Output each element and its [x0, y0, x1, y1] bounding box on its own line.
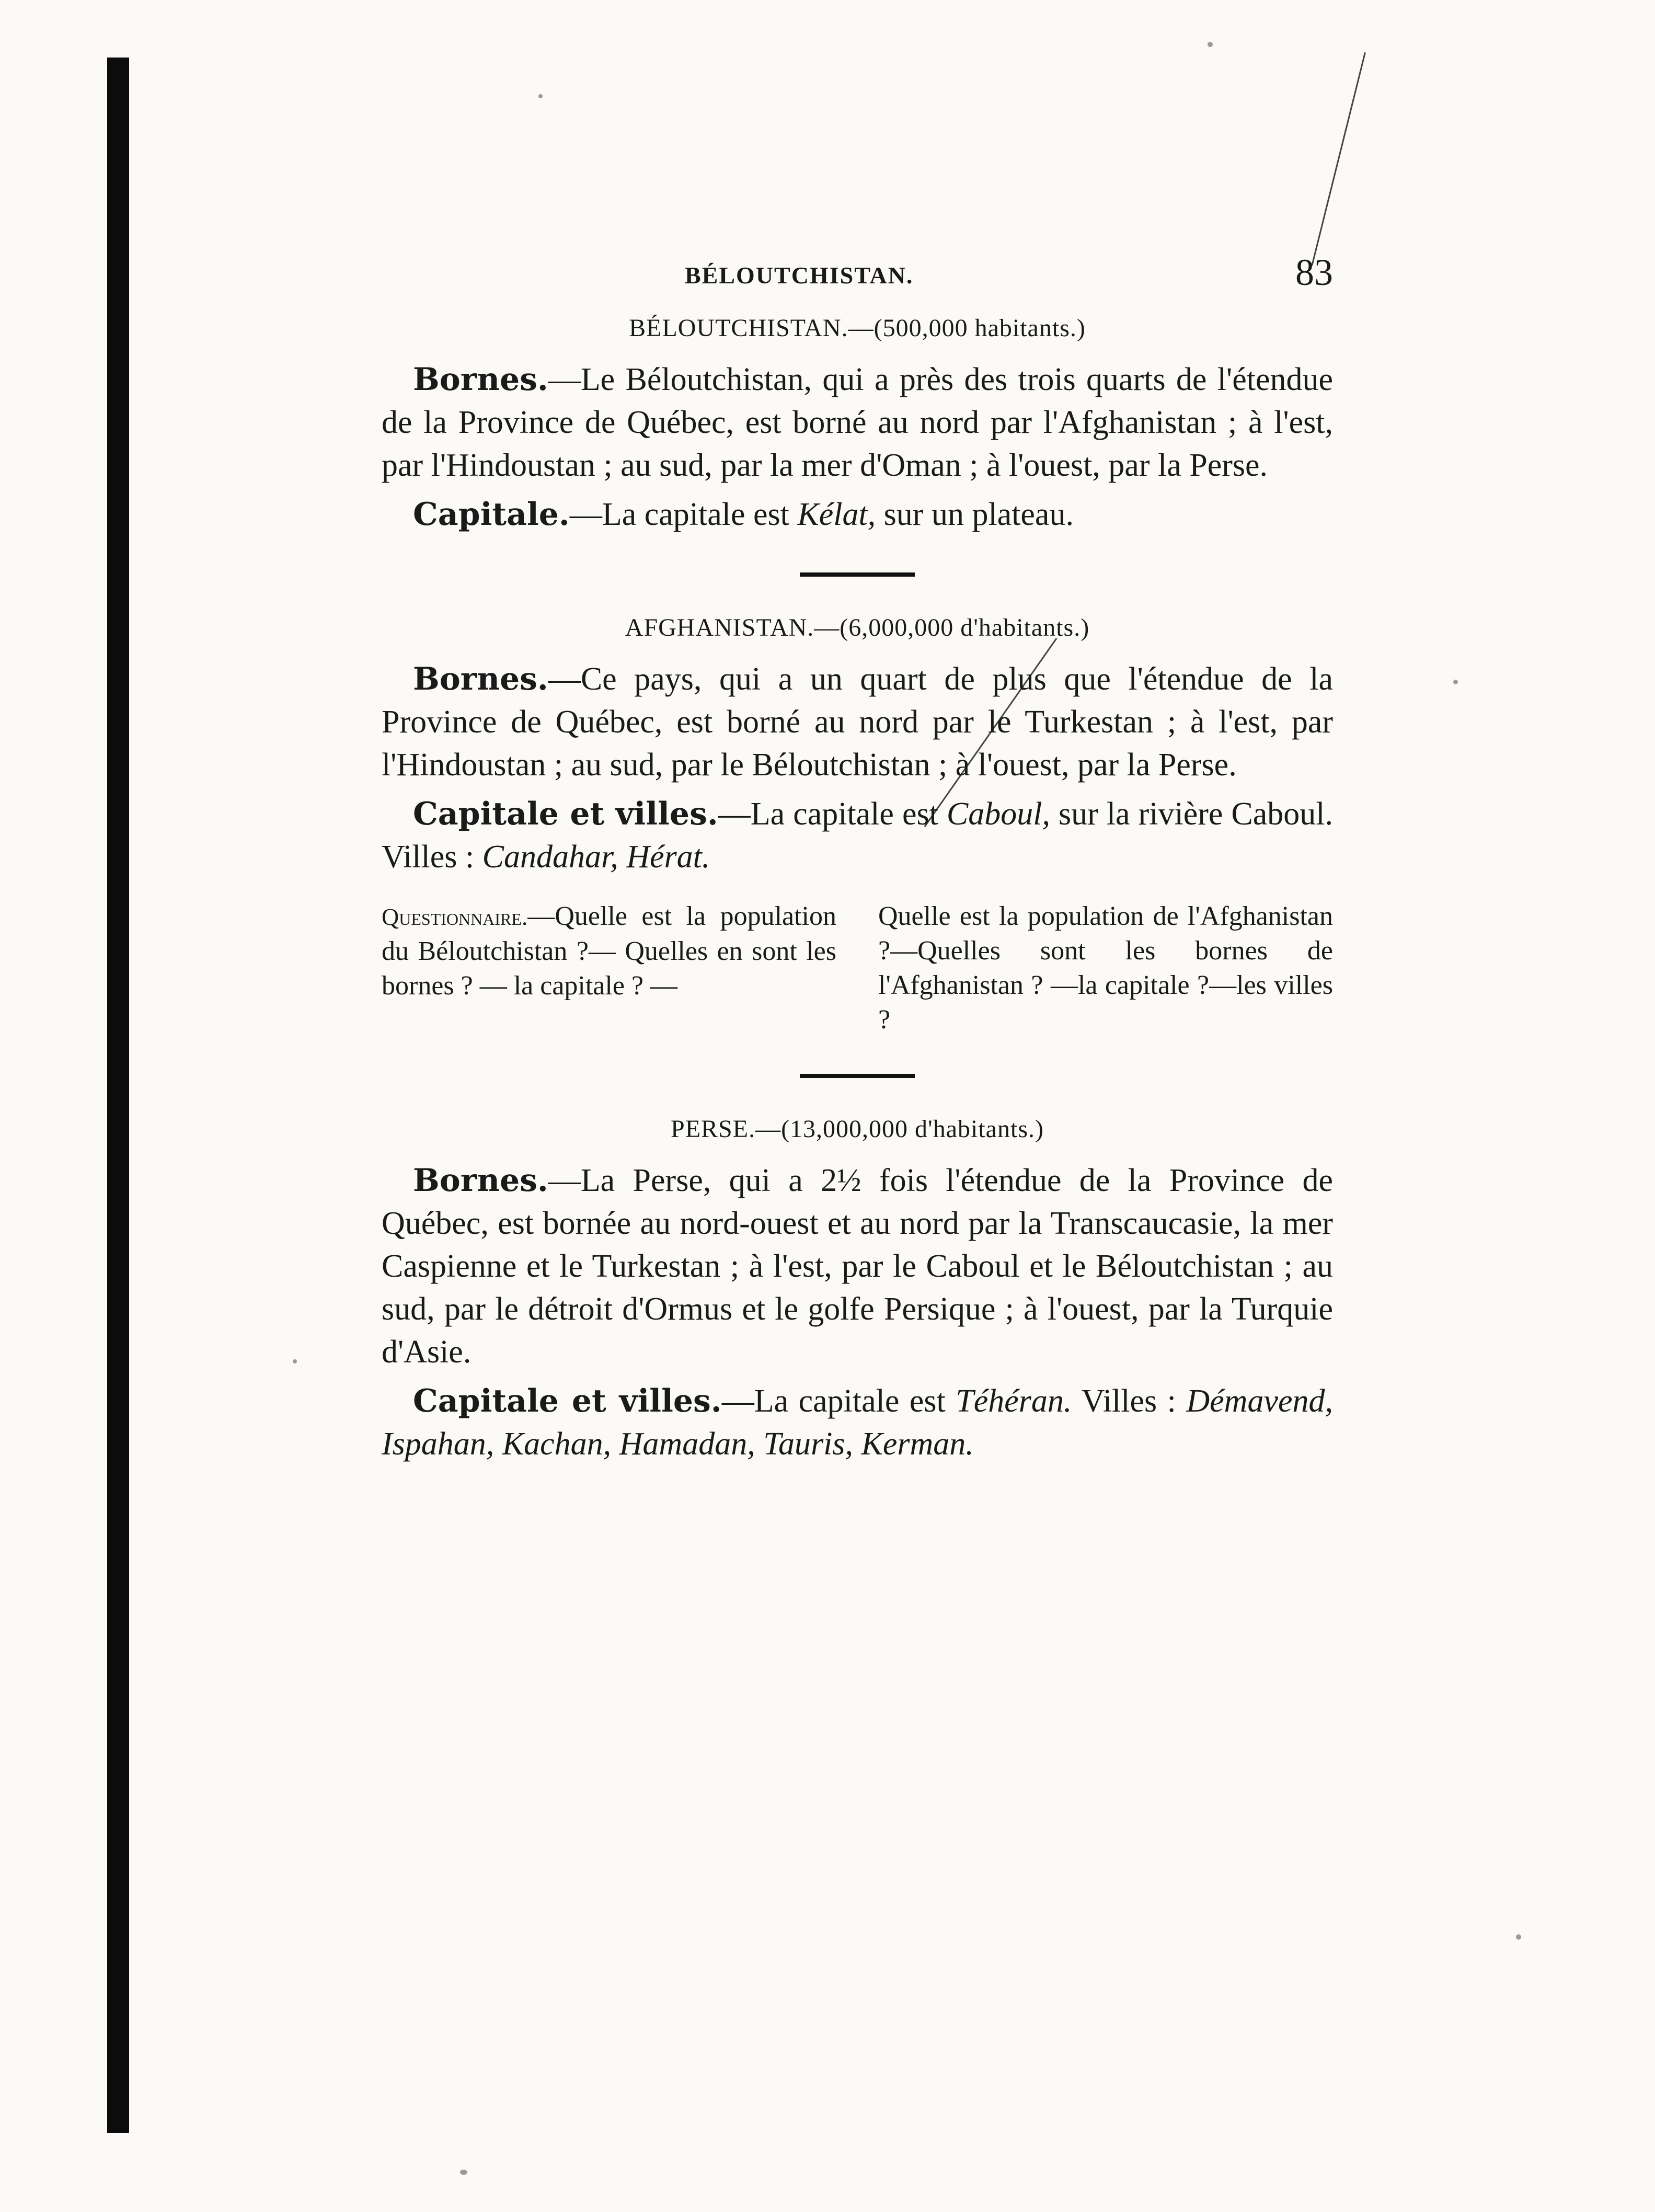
paragraph-text: —La capitale est	[569, 497, 798, 532]
place-name: Caboul,	[946, 796, 1050, 832]
paragraph-label: Bornes.	[413, 361, 548, 398]
questionnaire-left-column	[382, 899, 836, 1037]
scan-speck	[1453, 680, 1458, 684]
running-head-title: BÉLOUTCHISTAN.	[685, 262, 914, 289]
paragraph-bornes-perse	[382, 1159, 1333, 1373]
place-name: Téhéran.	[956, 1383, 1072, 1419]
scan-speck	[1516, 1934, 1521, 1940]
questionnaire-label: Questionnaire.	[382, 903, 528, 930]
place-names: Démavend, Ispahan, Kachan, Hamadan, Tauris, Kerman.	[382, 1383, 1333, 1462]
questionnaire-text: —Quelle est la population du Béloutchistan ?— Quelles en sont les bornes ? — la capitale ? —	[382, 901, 836, 1001]
section-title-perse: PERSE.—(13,000,000 d'habitants.)	[671, 1115, 1044, 1143]
paragraph-label: Capitale.	[413, 496, 570, 533]
questionnaire-right-column: Quelle est la population de l'Afghanistan ?—Quelles sont les bornes de l'Afghanistan ? —la capitale ?—les villes ?	[878, 901, 1333, 1035]
running-head	[382, 251, 1333, 308]
questionnaire	[382, 899, 1333, 1037]
paragraph-capitale-perse	[382, 1380, 1333, 1465]
paragraph-label: Capitale et villes.	[413, 796, 718, 832]
section-title-afghanistan: AFGHANISTAN.—(6,000,000 d'habitants.)	[625, 614, 1090, 641]
paragraph-text: —La capitale est	[721, 1383, 956, 1419]
page-number: 83	[1295, 251, 1333, 293]
paragraph-label: Bornes.	[413, 661, 548, 697]
paragraph-text: sur un plateau.	[876, 497, 1074, 532]
section-title-beloutchistan: BÉLOUTCHISTAN.—(500,000 habitants.)	[629, 314, 1086, 342]
section-divider	[800, 572, 915, 577]
paragraph-text: sur la rivière Caboul. Villes :	[382, 796, 1334, 875]
paragraph-capitale-beloutchistan	[382, 493, 1333, 536]
paragraph-bornes-afghanistan	[382, 658, 1333, 786]
book-spine-shadow	[107, 58, 129, 2133]
scan-speck	[460, 2170, 467, 2175]
paragraph-bornes-beloutchistan	[382, 358, 1333, 487]
place-name: Kélat,	[797, 497, 876, 532]
paragraph-capitale-afghanistan	[382, 793, 1333, 878]
document-page	[382, 251, 1333, 1465]
paragraph-text: —Ce pays, qui a un quart de plus que l'étendue de la Province de Québec, est borné au nord par le Turkestan ; à l'est, par l'Hindoustan ; au sud, par le Béloutchistan ; à l'ouest, par la Perse.	[382, 661, 1333, 783]
scan-speck	[538, 94, 543, 98]
place-names: Candahar, Hérat.	[482, 839, 710, 875]
scan-speck	[293, 1359, 297, 1363]
paragraph-text: —La capitale est	[718, 796, 947, 832]
scan-scratch	[1311, 52, 1366, 266]
paragraph-text: Villes :	[1072, 1383, 1187, 1419]
section-divider	[800, 1074, 915, 1078]
paragraph-label: Capitale et villes.	[413, 1383, 722, 1419]
scan-speck	[1208, 42, 1213, 47]
paragraph-text: —Le Béloutchistan, qui a près des trois quarts de l'étendue de la Province de Québec, est borné au nord par l'Afghanistan ; à l'est, par l'Hindoustan ; au sud, par la mer d'Oman ; à l'ouest, par la Perse.	[382, 362, 1333, 483]
paragraph-label: Bornes.	[413, 1162, 548, 1199]
paragraph-text: —La Perse, qui a 2½ fois l'étendue de la Province de Québec, est bornée au nord-ouest et au nord par la Transcaucasie, la mer Caspienne et le Turkestan ; à l'est, par le Caboul et le Béloutchistan ; au sud, par le détroit d'Ormus et le golfe Persique ; à l'ouest, par la Turquie d'Asie.	[382, 1163, 1333, 1370]
